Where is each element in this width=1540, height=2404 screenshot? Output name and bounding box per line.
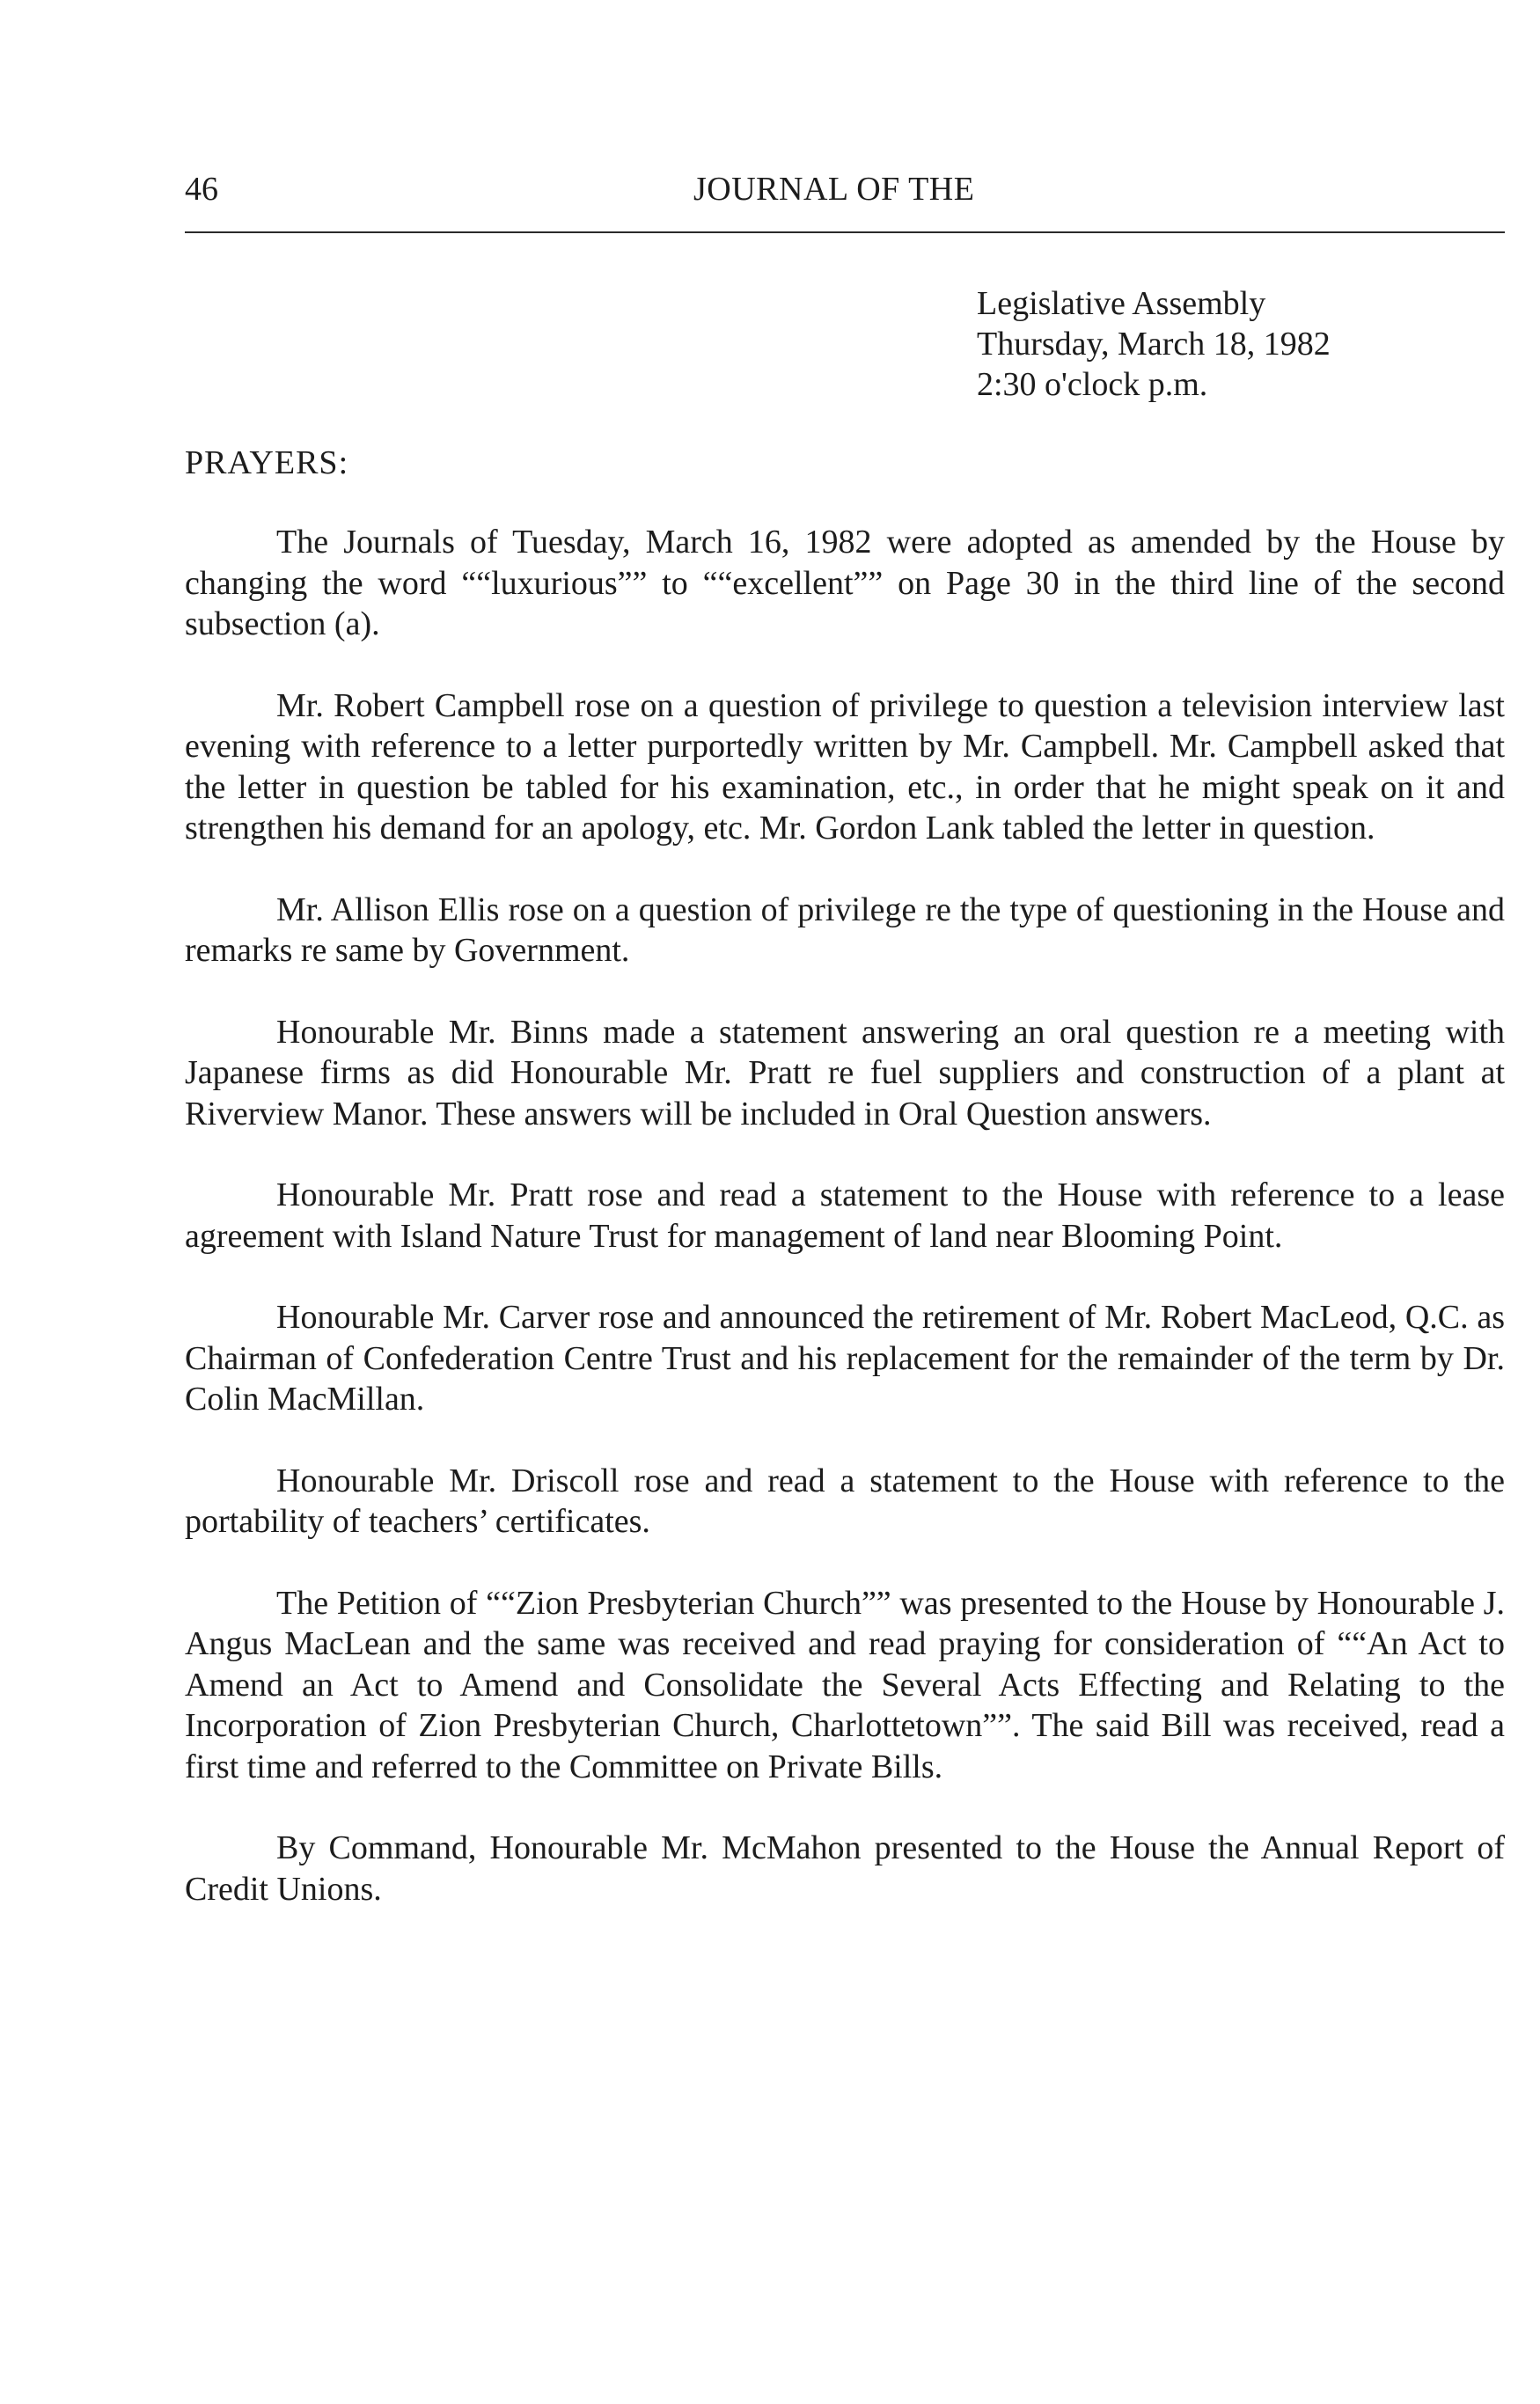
dateline-time: 2:30 o'clock p.m. (977, 366, 1208, 403)
dateline-assembly: Legislative Assembly (977, 285, 1266, 322)
dateline (977, 283, 1331, 405)
paragraph-carver-announcement: Honourable Mr. Carver rose and announced the retirement of Mr. Robert MacLeod, Q.C. as Chairman of Confederation Centre Trust and his replacement for the remainder of the term by Dr. Colin MacMillan. (185, 1299, 1505, 1418)
paragraph-journals-adopted: The Journals of Tuesday, March 16, 1982 were adopted as amended by the House by changing the word ““luxurious”” to ““excellent”” on Page 30 in the third line of the second subsection (a). (185, 524, 1505, 642)
running-title: JOURNAL OF THE (693, 171, 975, 208)
paragraph-ellis-privilege: Mr. Allison Ellis rose on a question of privilege re the type of questioning in the House and remarks re same by Government. (185, 891, 1505, 969)
paragraph-credit-unions-report: By Command, Honourable Mr. McMahon presented to the House the Annual Report of Credit Unions. (185, 1829, 1505, 1908)
prayers-heading: PRAYERS: (185, 444, 349, 481)
dateline-date: Thursday, March 18, 1982 (977, 326, 1331, 363)
paragraph-campbell-privilege: Mr. Robert Campbell rose on a question of privilege to question a television interview last evening with reference to a letter purportedly written by Mr. Campbell. Mr. Campbell asked that the letter in question be tabled for his examination, etc., in order that he might speak on it and strengthen his demand for an apology, etc. Mr. Gordon Lank tabled the letter in question. (185, 686, 1505, 847)
header-rule (185, 231, 1505, 233)
paragraph-pratt-statement: Honourable Mr. Pratt rose and read a statement to the House with reference to a lease agreement with Island Nature Trust for management of land near Blooming Point. (185, 1176, 1505, 1255)
paragraph-driscoll-statement: Honourable Mr. Driscoll rose and read a statement to the House with reference to the portability of teachers’ certificates. (185, 1462, 1505, 1540)
paragraph-binns-statement: Honourable Mr. Binns made a statement answering an oral question re a meeting with Japanese firms as did Honourable Mr. Pratt re fuel suppliers and construction of a plant at Riverview Manor. These answers will be included in Oral Question answers. (185, 1013, 1505, 1132)
page-number: 46 (185, 171, 218, 208)
journal-body (185, 522, 1505, 1950)
paragraph-zion-petition: The Petition of ““Zion Presbyterian Church”” was presented to the House by Honourable J. Angus MacLean and the same was received and read praying for consideration of ““An Act to Amend an Act to Amend and Consolidate the Several Acts Effecting and Relating to the Incorporation of Zion Presbyterian Church, Charlottetown””. The said Bill was received, read a first time and referred to the Committee on Private Bills. (185, 1584, 1505, 1785)
page-header (185, 167, 1505, 211)
